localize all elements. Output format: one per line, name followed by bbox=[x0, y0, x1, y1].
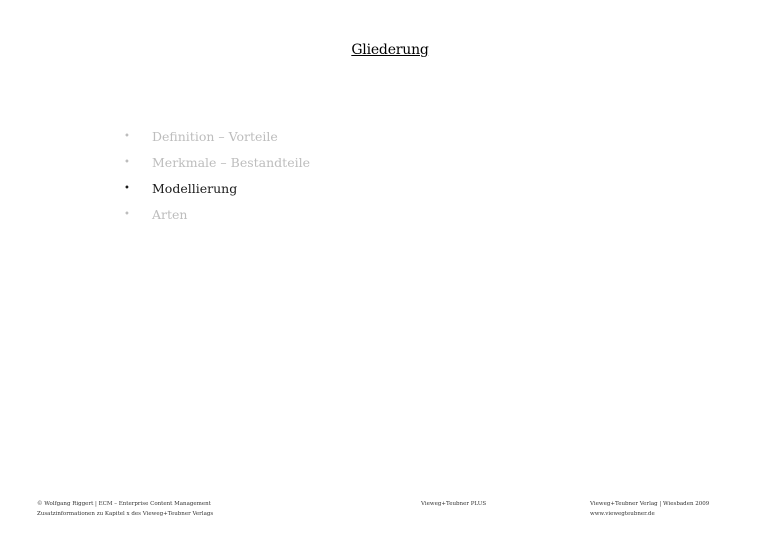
outline-item-modellierung bbox=[120, 176, 310, 202]
bullet-icon: • bbox=[124, 157, 130, 168]
outline-item-arten bbox=[120, 202, 310, 228]
footer-info-line: Zusatzinformationen zu Kapitel x des Vieweg+Teubner Verlags bbox=[37, 511, 214, 517]
outline-item-definition bbox=[120, 124, 310, 150]
footer-copyright-line: © Wolfgang Riggert | ECM – Enterprise Content Management bbox=[37, 501, 211, 507]
outline-item-label: Merkmale – Bestandteile bbox=[152, 155, 310, 170]
bullet-icon: • bbox=[124, 209, 130, 220]
footer-plus bbox=[421, 499, 486, 509]
outline-item-label: Modellierung bbox=[152, 181, 238, 196]
outline-item-label: Arten bbox=[152, 207, 188, 222]
footer-publisher bbox=[590, 499, 709, 519]
footer-plus-label: Vieweg+Teubner PLUS bbox=[421, 501, 487, 507]
outline-item-label: Definition – Vorteile bbox=[152, 129, 278, 144]
footer-url: www.viewegteubner.de bbox=[590, 511, 655, 517]
outline-item-merkmale bbox=[120, 150, 310, 176]
footer-copyright bbox=[37, 499, 213, 519]
slide-title: Gliederung bbox=[351, 42, 429, 58]
footer-publisher-line: Vieweg+Teubner Verlag | Wiesbaden 2009 bbox=[590, 501, 710, 507]
outline-list bbox=[120, 124, 310, 228]
bullet-icon: • bbox=[124, 131, 130, 142]
bullet-icon: • bbox=[124, 183, 130, 194]
